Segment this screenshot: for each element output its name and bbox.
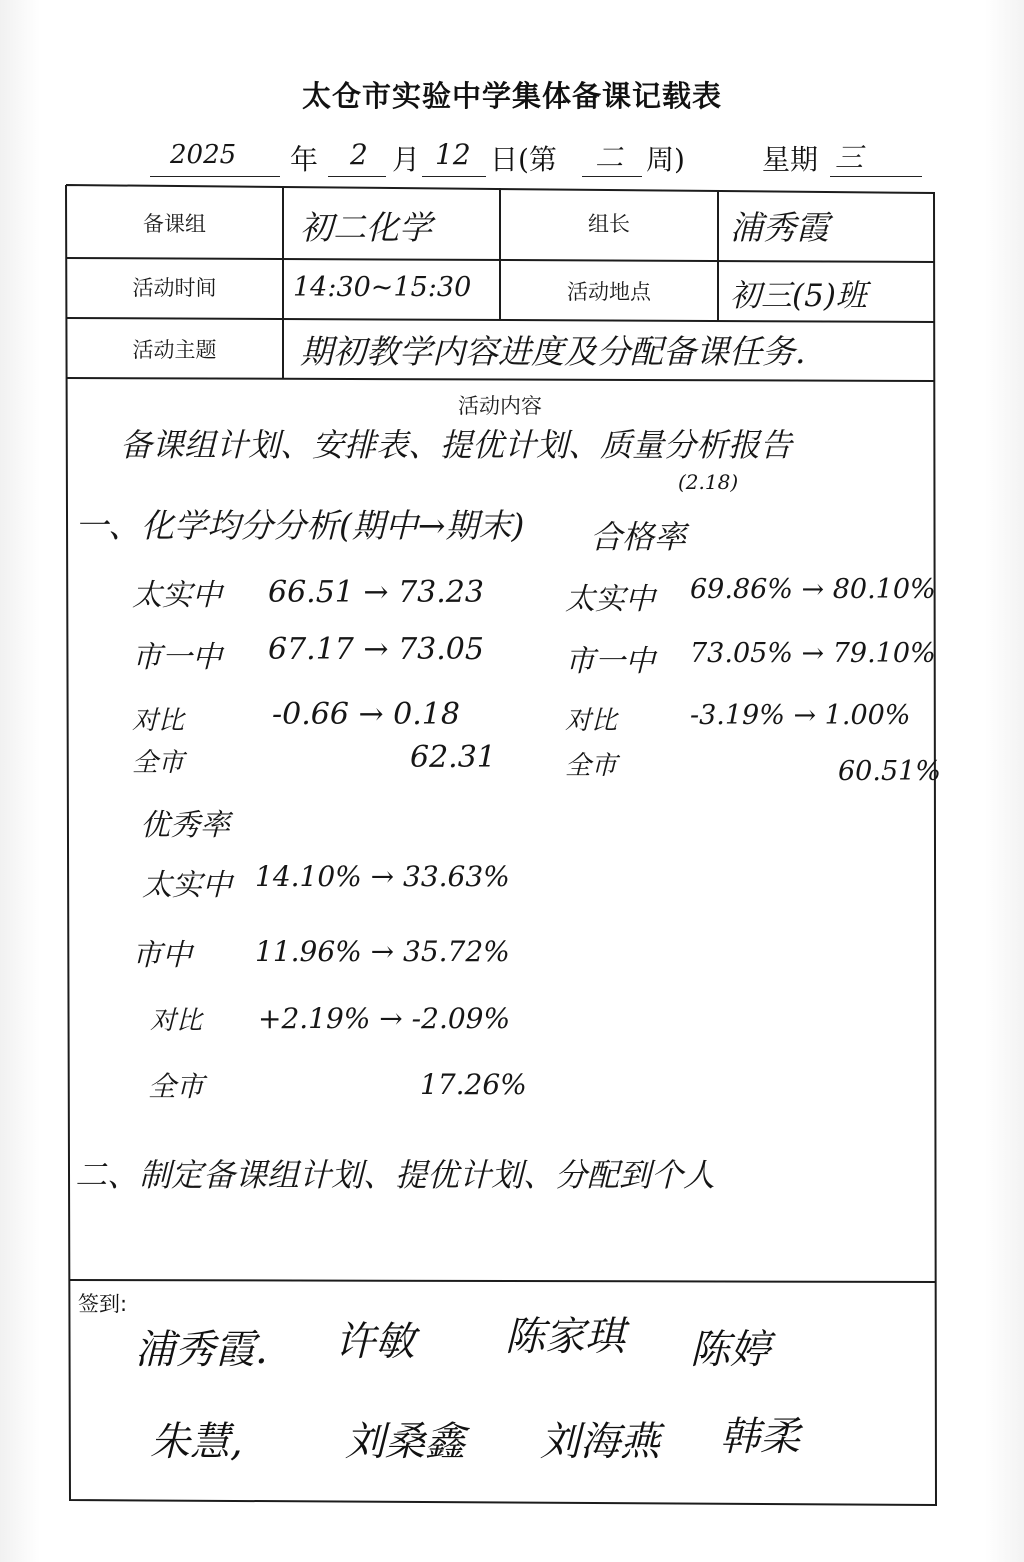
- pass-rate-title: 合格率: [590, 518, 687, 556]
- pass-row-4-label: 全市: [565, 751, 618, 781]
- group-value: 初二化学: [300, 208, 432, 247]
- time-label: 活动时间: [132, 276, 217, 300]
- pass-row-3-value: -3.19% → 1.00%: [690, 700, 911, 731]
- excellent-row-2-label: 市中: [132, 938, 192, 973]
- leader-label: 组长: [588, 212, 630, 236]
- pass-row-4-value: 60.51%: [838, 756, 941, 787]
- content-line1: 备课组计划、安排表、提优计划、质量分析报告: [120, 426, 793, 464]
- place-value: 初三(5)班: [730, 278, 867, 314]
- excellent-row-3-label: 对比: [150, 1006, 203, 1036]
- signature-2: 许敏: [335, 1319, 415, 1365]
- avg-row-1-value: 66.51 → 73.23: [268, 575, 484, 610]
- excellent-row-4-label: 全市: [148, 1070, 205, 1103]
- avg-row-4-label: 全市: [132, 748, 185, 778]
- excellent-row-3-value: +2.19% → -2.09%: [258, 1002, 511, 1035]
- signature-7: 刘海燕: [540, 1419, 660, 1465]
- date-day: 12: [435, 138, 471, 171]
- content-line1-note: (2.18): [678, 470, 739, 494]
- page-title: 太仓市实验中学集体备课记载表: [301, 79, 722, 113]
- date-weekday: 三: [835, 141, 864, 174]
- signin-label: 签到:: [78, 1292, 128, 1316]
- group-label: 备课组: [143, 212, 206, 236]
- date-week-suffix: 周): [646, 143, 685, 176]
- avg-row-3-label: 对比: [132, 706, 185, 736]
- avg-row-3-value: -0.66 → 0.18: [272, 697, 460, 732]
- date-year: 2025: [170, 140, 237, 170]
- excellent-title: 优秀率: [140, 808, 230, 843]
- avg-row-2-label: 市一中: [132, 640, 222, 675]
- signature-3: 陈家琪: [505, 1314, 625, 1360]
- date-week: 二: [595, 141, 624, 174]
- avg-row-1-label: 太实中: [132, 578, 222, 613]
- content-label: 活动内容: [458, 394, 542, 418]
- pass-row-2-label: 市一中: [565, 644, 655, 679]
- section2-text: 二、制定备课组计划、提优计划、分配到个人: [75, 1156, 716, 1194]
- theme-label: 活动主题: [132, 338, 217, 362]
- date-weekday-label: 星期: [762, 143, 819, 176]
- theme-value: 期初教学内容进度及分配备课任务.: [300, 332, 806, 371]
- avg-row-2-value: 67.17 → 73.05: [268, 632, 484, 667]
- excellent-row-1-value: 14.10% → 33.63%: [255, 860, 510, 893]
- section1-title: 一、化学均分分析(期中→期末): [75, 506, 525, 545]
- signature-1: 浦秀霞.: [135, 1327, 268, 1373]
- date-month-suffix: 月: [392, 143, 421, 176]
- signature-6: 刘桑鑫: [345, 1419, 465, 1465]
- pass-row-1-label: 太实中: [565, 582, 655, 617]
- excellent-row-4-value: 17.26%: [420, 1068, 527, 1101]
- time-value: 14:30~15:30: [293, 272, 472, 303]
- pass-row-1-value: 69.86% → 80.10%: [690, 574, 936, 605]
- date-day-suffix: 日(第: [490, 143, 557, 176]
- date-month: 2: [350, 138, 368, 171]
- signature-8: 韩柔: [720, 1414, 800, 1460]
- avg-row-4-value: 62.31: [410, 740, 496, 775]
- excellent-row-2-value: 11.96% → 35.72%: [255, 935, 510, 968]
- signature-4: 陈婷: [690, 1327, 770, 1373]
- date-year-suffix: 年: [290, 143, 319, 176]
- pass-row-3-label: 对比: [565, 706, 618, 736]
- pass-row-2-value: 73.05% → 79.10%: [690, 638, 936, 669]
- excellent-row-1-label: 太实中: [142, 868, 232, 903]
- place-label: 活动地点: [567, 280, 651, 304]
- leader-value: 浦秀霞: [730, 208, 829, 247]
- signature-5: 朱慧,: [150, 1419, 243, 1465]
